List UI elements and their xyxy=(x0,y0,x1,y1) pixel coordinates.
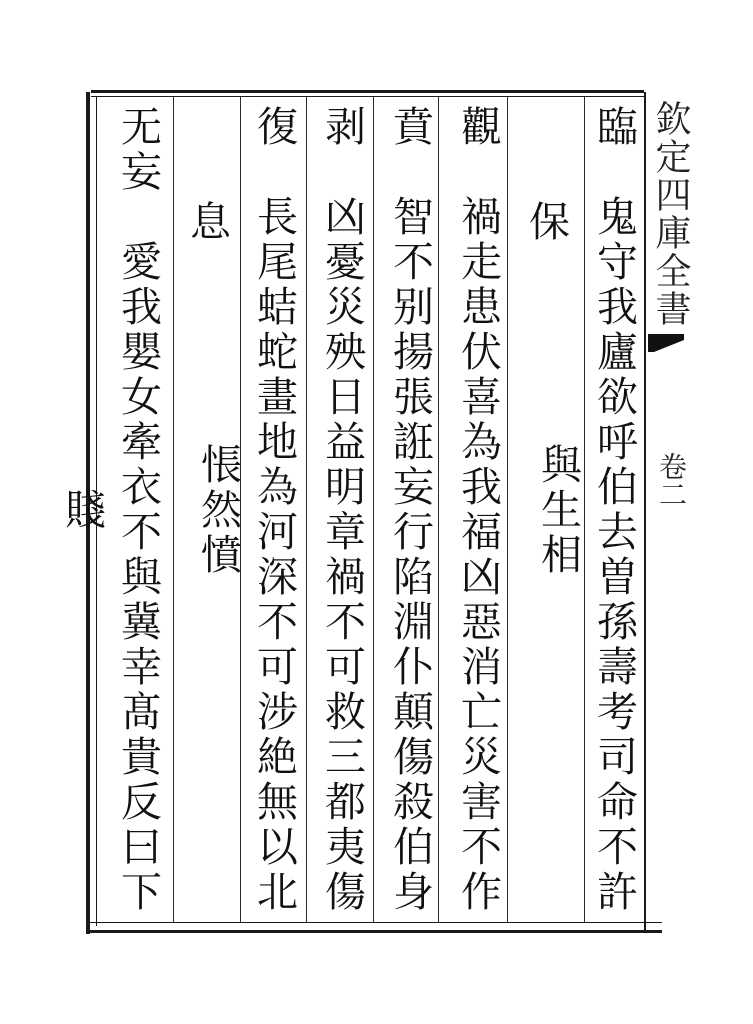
frame-bottom-border xyxy=(86,930,662,933)
text-column-2: 保 xyxy=(522,155,570,245)
text-column-7: 息 xyxy=(183,155,231,245)
text-column-4: 賁 智不别揚張誑妄行陷淵仆顛傷殺伯身 xyxy=(386,105,434,915)
frame-bottom-inner-border xyxy=(86,922,662,923)
text-column-8: 无妄 愛我嬰女牽衣不與冀幸髙貴反曰下賤 xyxy=(58,105,162,915)
frame-top-border xyxy=(91,90,644,93)
volume-label: 卷二 xyxy=(655,452,688,508)
column-rule xyxy=(507,97,508,922)
column-rule xyxy=(373,97,374,922)
text-column-3: 觀 禍走患伏喜為我福凶惡消亡災害不作 xyxy=(454,105,502,915)
column-rule xyxy=(306,97,307,922)
column-rule xyxy=(173,97,174,922)
text-column-1: 臨 鬼守我廬欲呼伯去曽孫壽考司命不許與生相 xyxy=(534,105,638,915)
book-title: 欽定四庫全書 xyxy=(650,100,691,328)
text-column-5: 剥 凶憂災殃日益明章禍不可救三都夷傷 xyxy=(318,105,366,915)
column-rule xyxy=(438,97,439,922)
text-column-6: 復 長尾蛣蛇畫地為河深不可涉絶無以北悵然憤 xyxy=(194,105,298,915)
fish-tail-mark-icon xyxy=(646,330,686,356)
